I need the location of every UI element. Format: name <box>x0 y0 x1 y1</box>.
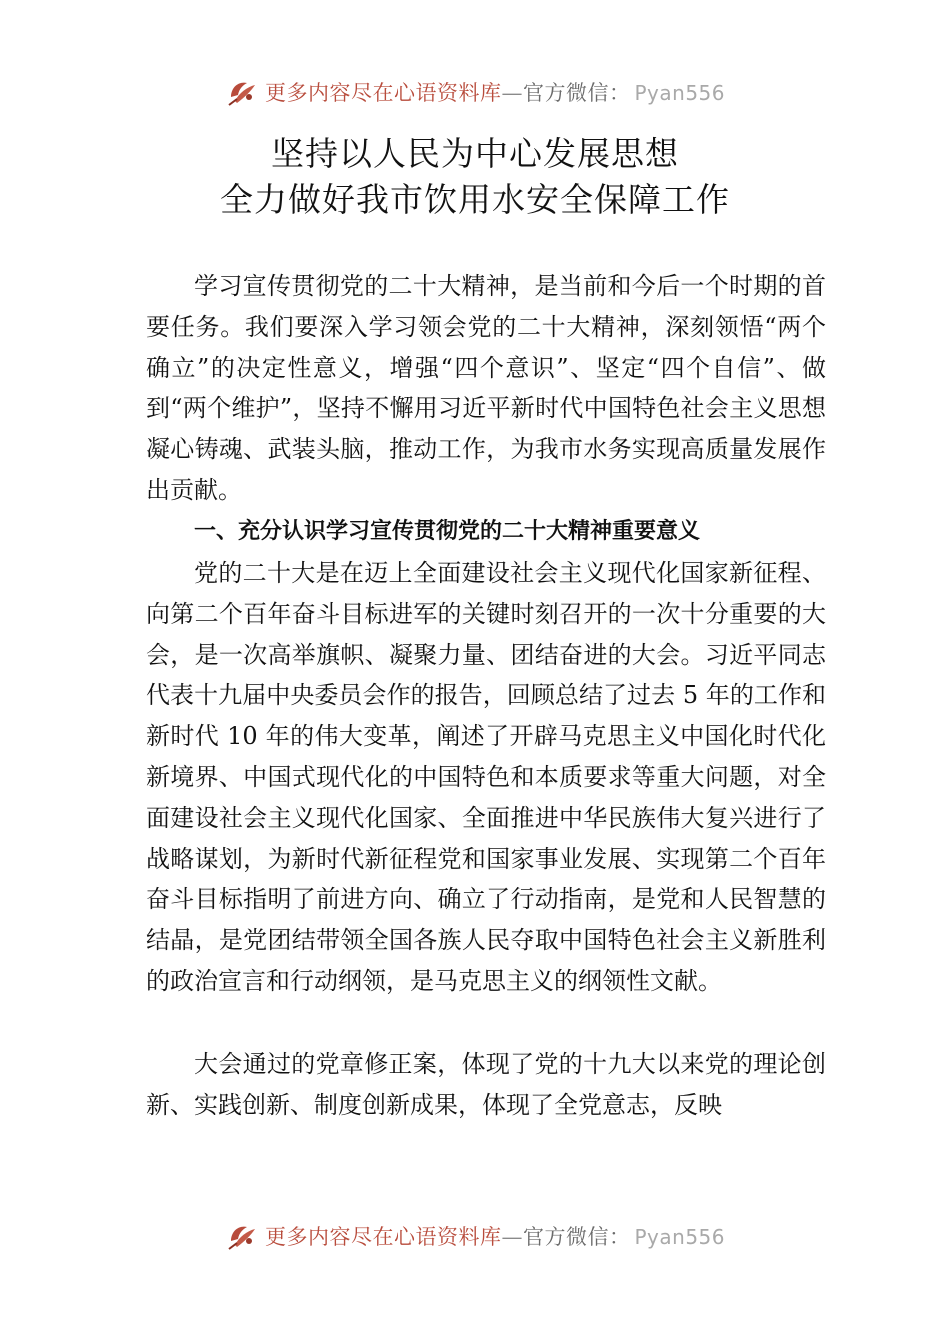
body-paragraph-1: 学习宣传贯彻党的二十大精神，是当前和今后一个时期的首要任务。我们要深入学习领会党的二十大精神，深刻领悟“两个确立”的决定性意义，增强“四个意识”、坚定“四个自信”、做到“两个维护”，坚持不懈用习近平新时代中国特色社会主义思想凝心铸魂、武装头脑，推动工作，为我市水务实现高质量发展作出贡献。 <box>146 272 826 504</box>
header-watermark <box>0 72 950 112</box>
watermark-wechat-id: Pyan556 <box>634 81 725 105</box>
watermark-separator: — <box>501 81 523 105</box>
body-paragraph-2: 党的二十大是在迈上全面建设社会主义现代化国家新征程、向第二个百年奋斗目标进军的关键时刻召开的一次十分重要的大会，是一次高举旗帜、凝聚力量、团结奋进的大会。习近平同志代表十九届中央委员会作的报告，回顾总结了过去 5 年的工作和新时代 10 年的伟大变革，阐述了开辟马克思主义中国化时代化新境界、中国式现代化的中国特色和本质要求等重大问题，对全面建设社会主义现代化国家、全面推进中华民族伟大复兴进行了战略谋划，为新时代新征程党和国家事业发展、实现第二个百年奋斗目标指明了前进方向、确立了行动指南，是党和人民智慧的结晶，是党团结带领全国各族人民夺取中国特色社会主义新胜利的政治宣言和行动纲领，是马克思主义的纲领性文献。 <box>146 559 826 995</box>
document-title-line1: 坚持以人民为中心发展思想 <box>271 134 679 173</box>
footer-watermark <box>0 1216 950 1256</box>
pen-logo-icon <box>225 75 259 109</box>
watermark-wechat-label: 官方微信： <box>522 81 631 105</box>
watermark-main: 更多内容尽在心语资料库 <box>264 81 502 105</box>
section-heading-1: 一、充分认识学习宣传贯彻党的二十大精神重要意义 <box>194 519 701 544</box>
watermark-wechat-id: Pyan556 <box>634 1225 725 1249</box>
body-paragraph-3: 大会通过的党章修正案，体现了党的十九大以来党的理论创新、实践创新、制度创新成果，体现了全党意志，反映 <box>146 1050 826 1119</box>
document-title-line2: 全力做好我市饮用水安全保障工作 <box>220 180 730 219</box>
watermark-separator: — <box>501 1225 523 1249</box>
watermark-wechat-label: 官方微信： <box>522 1225 631 1249</box>
pen-logo-icon <box>225 1219 259 1253</box>
watermark-text <box>265 1221 725 1251</box>
watermark-main: 更多内容尽在心语资料库 <box>264 1225 502 1249</box>
watermark-text <box>265 77 725 107</box>
